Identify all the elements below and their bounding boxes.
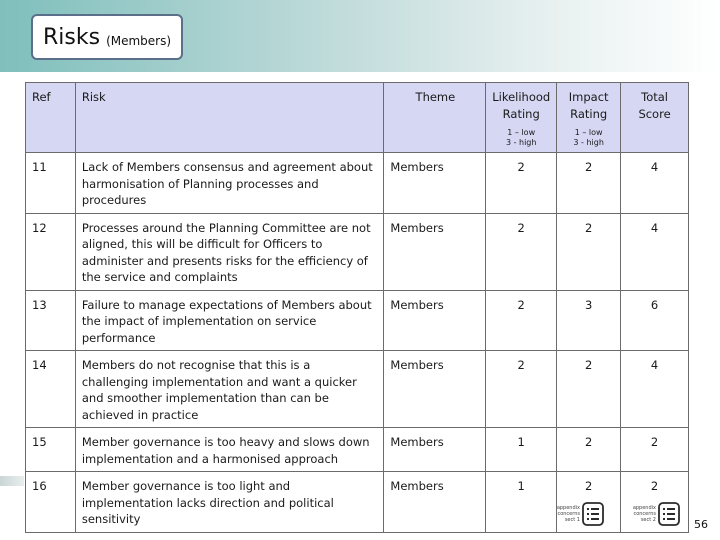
table-row bbox=[26, 351, 689, 428]
title-box bbox=[31, 14, 183, 60]
cell-ref: 16 bbox=[26, 472, 76, 533]
attachment-label-line: sect 2 bbox=[640, 517, 656, 523]
table-row bbox=[26, 428, 689, 472]
cell-total: 4 bbox=[621, 351, 689, 428]
col-header-likelihood bbox=[486, 83, 557, 153]
cell-total: 4 bbox=[621, 213, 689, 290]
cell-likelihood: 2 bbox=[486, 213, 557, 290]
cell-total: 6 bbox=[621, 290, 689, 351]
cell-theme: Members bbox=[384, 213, 486, 290]
cell-theme: Members bbox=[384, 290, 486, 351]
document-list-icon bbox=[582, 502, 604, 526]
risk-table bbox=[25, 82, 689, 533]
cell-impact: 3 bbox=[557, 290, 621, 351]
impact-scale-note bbox=[563, 128, 614, 148]
cell-theme: Members bbox=[384, 351, 486, 428]
cell-theme: Members bbox=[384, 428, 486, 472]
cell-impact: 2 bbox=[557, 153, 621, 214]
cell-ref: 13 bbox=[26, 290, 76, 351]
attachment-icons bbox=[548, 502, 680, 526]
likelihood-scale-high: 3 - high bbox=[505, 138, 537, 147]
cell-risk: Failure to manage expectations of Members about the impact of implementation on service performance bbox=[75, 290, 384, 351]
cell-impact: 2 bbox=[557, 472, 621, 533]
impact-scale-high: 3 - high bbox=[573, 138, 604, 147]
cell-ref: 15 bbox=[26, 428, 76, 472]
cell-total: 4 bbox=[621, 153, 689, 214]
attachment-label bbox=[624, 505, 656, 523]
cell-impact: 2 bbox=[557, 351, 621, 428]
cell-ref: 11 bbox=[26, 153, 76, 214]
table-row bbox=[26, 213, 689, 290]
impact-scale-low: 1 – low bbox=[574, 128, 603, 137]
page-title: Risks bbox=[43, 24, 101, 50]
col-header-impact bbox=[557, 83, 621, 153]
attachment-sect-1[interactable] bbox=[548, 502, 604, 526]
cell-risk: Lack of Members consensus and agreement about harmonisation of Planning processes and procedures bbox=[75, 153, 384, 214]
cell-risk: Members do not recognise that this is a challenging implementation and want a quicker and smoother implementation than can be achieved in practice bbox=[75, 351, 384, 428]
cell-risk: Member governance is too heavy and slows down implementation and a harmonised approach bbox=[75, 428, 384, 472]
likelihood-scale-low: 1 – low bbox=[507, 128, 536, 137]
attachment-label bbox=[548, 505, 580, 523]
attachment-label-line: appendix bbox=[556, 505, 580, 511]
page-subtitle: (Members) bbox=[106, 34, 172, 48]
cell-total: 2 bbox=[621, 428, 689, 472]
cell-risk: Processes around the Planning Committee are not aligned, this will be difficult for Officers to administer and presents risks for the efficiency of the service and complaints bbox=[75, 213, 384, 290]
table-row bbox=[26, 153, 689, 214]
cell-theme: Members bbox=[384, 472, 486, 533]
impact-header-label: Impact Rating bbox=[568, 90, 609, 121]
decorative-rule bbox=[0, 476, 24, 486]
cell-ref: 14 bbox=[26, 351, 76, 428]
cell-likelihood: 2 bbox=[486, 153, 557, 214]
col-header-risk: Risk bbox=[75, 83, 384, 153]
col-header-ref: Ref bbox=[26, 83, 76, 153]
document-list-icon bbox=[658, 502, 680, 526]
cell-likelihood: 2 bbox=[486, 290, 557, 351]
attachment-sect-2[interactable] bbox=[624, 502, 680, 526]
likelihood-scale-note bbox=[492, 128, 550, 148]
cell-likelihood: 1 bbox=[486, 472, 557, 533]
cell-ref: 12 bbox=[26, 213, 76, 290]
col-header-theme: Theme bbox=[384, 83, 486, 153]
cell-total: 2 bbox=[621, 472, 689, 533]
table-row bbox=[26, 290, 689, 351]
attachment-label-line: sect 1 bbox=[564, 517, 580, 523]
cell-likelihood: 1 bbox=[486, 428, 557, 472]
cell-impact: 2 bbox=[557, 428, 621, 472]
attachment-label-line: concerns bbox=[557, 511, 580, 517]
likelihood-header-label: Likelihood Rating bbox=[492, 90, 551, 121]
col-header-total: Total Score bbox=[621, 83, 689, 153]
cell-likelihood: 2 bbox=[486, 351, 557, 428]
attachment-label-line: concerns bbox=[633, 511, 656, 517]
page-number: 56 bbox=[694, 518, 708, 531]
cell-theme: Members bbox=[384, 153, 486, 214]
table-header-row bbox=[26, 83, 689, 153]
cell-risk: Member governance is too light and implementation lacks direction and political sensitivity bbox=[75, 472, 384, 533]
cell-impact: 2 bbox=[557, 213, 621, 290]
attachment-label-line: appendix bbox=[632, 505, 656, 511]
